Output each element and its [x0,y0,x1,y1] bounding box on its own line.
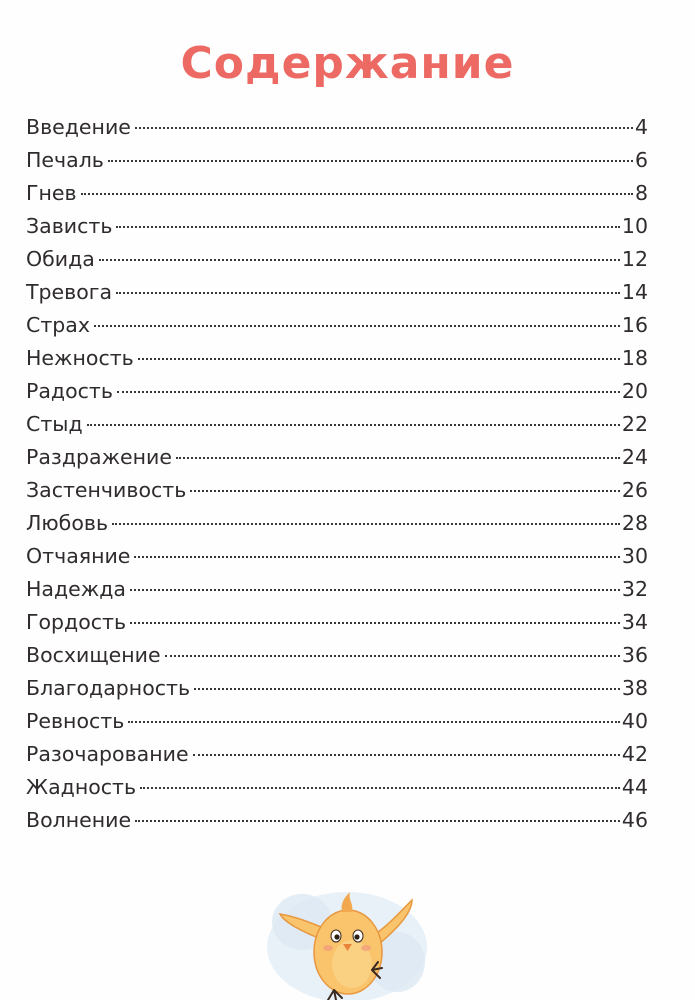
dot-leader [165,655,620,657]
toc-entry-page: 22 [621,412,648,436]
toc-entry-page: 40 [621,709,648,733]
toc-entry-title: Обида [26,247,95,271]
toc-entry-page: 20 [621,379,648,403]
toc-entry-page: 30 [621,544,648,568]
toc-entry-title: Отчаяние [26,544,131,568]
toc-entry-title: Застенчивость [26,478,187,502]
dot-leader [81,193,633,195]
toc-entry[interactable] [26,738,648,771]
toc-entry-page: 36 [621,643,648,667]
toc-entry-title: Волнение [26,808,132,832]
dot-leader [135,820,620,822]
toc-entry[interactable] [26,540,648,573]
toc-entry[interactable] [26,408,648,441]
toc-entry[interactable] [26,210,648,243]
dot-leader [134,556,619,558]
toc-entry[interactable] [26,243,648,276]
dot-leader [94,325,620,327]
dot-leader [112,523,620,525]
toc-entry-page: 12 [621,247,648,271]
dot-leader [138,358,620,360]
toc-entry-page: 28 [621,511,648,535]
toc-entry-page: 16 [621,313,648,337]
dot-leader [176,457,620,459]
toc-entry-title: Раздражение [26,445,172,469]
toc-entry-title: Радость [26,379,113,403]
dot-leader [135,127,633,129]
dot-leader [130,622,620,624]
dot-leader [130,589,620,591]
toc-entry[interactable] [26,441,648,474]
dot-leader [193,754,620,756]
toc-entry-title: Стыд [26,412,83,436]
toc-entry[interactable] [26,639,648,672]
toc-entry[interactable] [26,111,648,144]
toc-entry[interactable] [26,672,648,705]
toc-entry-page: 10 [621,214,648,238]
dot-leader [190,490,620,492]
toc-entry[interactable] [26,507,648,540]
toc-entry-title: Гнев [26,181,77,205]
toc-entry-title: Нежность [26,346,134,370]
dot-leader [116,292,620,294]
toc-entry-page: 42 [621,742,648,766]
toc-entry[interactable] [26,309,648,342]
dot-leader [117,391,620,393]
toc-entry-page: 26 [621,478,648,502]
dot-leader [116,226,620,228]
toc-entry-title: Благодарность [26,676,191,700]
toc-entry[interactable] [26,342,648,375]
toc-entry-title: Любовь [26,511,109,535]
dot-leader [128,721,620,723]
toc-entry[interactable] [26,144,648,177]
toc-entry-page: 44 [621,775,648,799]
toc-entry-title: Надежда [26,577,126,601]
toc-entry-title: Ревность [26,709,125,733]
toc-entry-page: 6 [634,148,648,172]
toc-entry-title: Восхищение [26,643,161,667]
page-title: Содержание [180,38,515,89]
dot-leader [108,160,633,162]
toc-entry-page: 38 [621,676,648,700]
toc-entry[interactable] [26,474,648,507]
dot-leader [140,787,620,789]
toc-entry[interactable] [26,705,648,738]
toc-entry[interactable] [26,276,648,309]
toc-entry-title: Тревога [26,280,113,304]
chick-icon [262,852,432,1000]
toc-entry-page: 32 [621,577,648,601]
toc-entry[interactable] [26,177,648,210]
toc-entry[interactable] [26,375,648,408]
toc-entry-title: Печаль [26,148,104,172]
toc-entry-page: 46 [621,808,648,832]
toc-entry-page: 24 [621,445,648,469]
dot-leader [99,259,620,261]
toc-entry[interactable] [26,804,648,837]
toc-entry[interactable] [26,573,648,606]
toc-entry-title: Введение [26,115,131,139]
toc-entry-title: Гордость [26,610,127,634]
dot-leader [87,424,620,426]
toc-entry-page: 18 [621,346,648,370]
toc-entry-page: 4 [634,115,648,139]
table-of-contents [26,111,648,837]
toc-entry-title: Жадность [26,775,137,799]
toc-entry-title: Зависть [26,214,113,238]
toc-entry-title: Разочарование [26,742,189,766]
toc-entry[interactable] [26,771,648,804]
toc-entry-page: 8 [634,181,648,205]
toc-entry-page: 34 [621,610,648,634]
toc-entry-title: Страх [26,313,90,337]
toc-entry-page: 14 [621,280,648,304]
toc-entry[interactable] [26,606,648,639]
dot-leader [194,688,620,690]
